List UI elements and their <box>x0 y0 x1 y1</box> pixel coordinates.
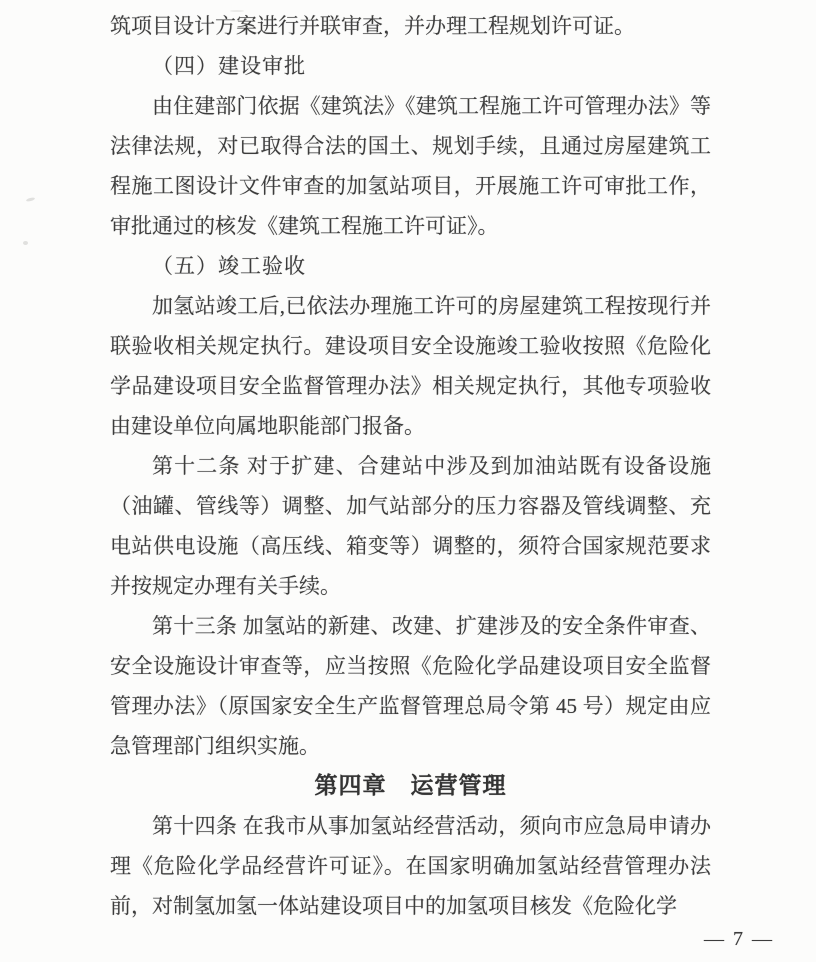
scan-artifact <box>23 241 28 245</box>
paragraph: 加氢站竣工后,已依法办理施工许可的房屋建筑工程按现行并联验收相关规定执行。建设项目安全设施竣工验收按照《危险化学品建设项目安全监督管理办法》相关规定执行，其他专项验收由建设单位向属地职能部门报备。 <box>110 294 711 438</box>
scan-artifact <box>230 10 244 12</box>
paragraph: 第十二条 对于扩建、合建站中涉及到加油站既有设备设施（油罐、管线等）调整、加气站部分的压力容器及管线调整、充电站供电设施（高压线、箱变等）调整的，须符合国家规范要求并按规定办理有关手续。 <box>110 454 711 598</box>
section-subheading: （五）竣工验收 <box>152 254 306 278</box>
paragraph: 由住建部门依据《建筑法》《建筑工程施工许可管理办法》等法律法规，对已取得合法的国土、规划手续，且通过房屋建筑工程施工图设计文件审查的加氢站项目，开展施工许可审批工作，审批通过的核发《建筑工程施工许可证》。 <box>110 94 711 238</box>
chapter-heading: 第四章 运营管理 <box>314 773 507 798</box>
page-number: — 7 — <box>704 928 774 950</box>
scan-artifact <box>26 197 35 202</box>
section-subheading: （四）建设审批 <box>152 54 306 78</box>
paragraph: 第十四条 在我市从事加氢站经营活动，须向市应急局申请办理《危险化学品经营许可证》。在国家明确加氢站经营管理办法前，对制氢加氢一体站建设项目中的加氢项目核发《危险化学 <box>110 814 711 918</box>
paragraph: 第十三条 加氢站的新建、改建、扩建涉及的安全条件审查、安全设施设计审查等，应当按照《危险化学品建设项目安全监督管理办法》（原国家安全生产监督管理总局令第 45 号）规定由应急管理部门组织实施。 <box>110 614 711 758</box>
paragraph-continuation: 筑项目设计方案进行并联审查，并办理工程规划许可证。 <box>110 14 635 38</box>
document-body <box>110 6 711 926</box>
